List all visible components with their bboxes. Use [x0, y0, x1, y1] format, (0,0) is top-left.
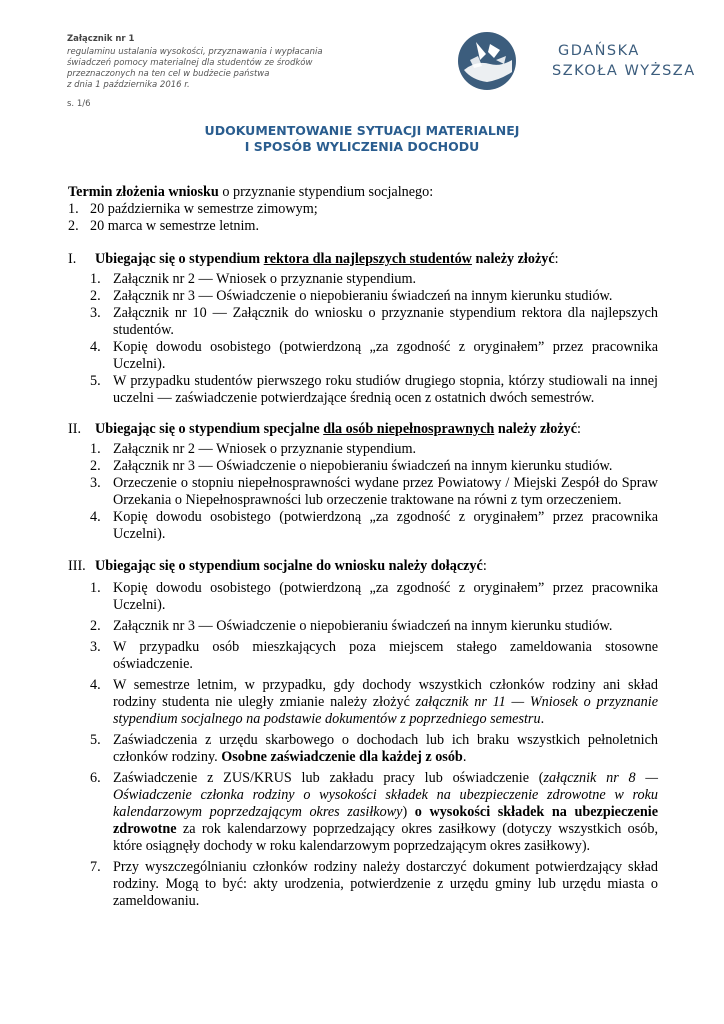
- item-text: W przypadku studentów pierwszego roku studiów drugiego stopnia, którzy studiowali na innej uczelni — zaświadczenie potwierdzające średnią ocen z ostatnich dwóch semestrów.: [113, 373, 658, 406]
- list-item: [68, 271, 658, 288]
- item-text: Orzeczenie o stopniu niepełnosprawności wydane przez Powiatowy / Miejski Zespół do Spraw Orzekania o Niepełnosprawności lub orzeczenie traktowane na równi z tym orzeczeniem.: [113, 475, 658, 508]
- list-item: [68, 305, 658, 339]
- social-document-list: [68, 580, 658, 910]
- list-item: [68, 618, 658, 635]
- regulation-line: świadczeń pomocy materialnej dla studentów ze środków: [67, 58, 313, 68]
- section-head-text: Ubiegając się o stypendium: [95, 251, 264, 267]
- item-number: 3.: [90, 475, 101, 491]
- item-number: 4.: [90, 339, 101, 355]
- item-text: W semestrze letnim, w przypadku, gdy dochody wszystkich członków rodziny ani skład rodziny studenta nie uległy zmianie należy złożyć: [113, 677, 658, 710]
- item-number: 2.: [90, 288, 101, 304]
- item-number: 3.: [90, 639, 101, 655]
- item-number: 4.: [90, 677, 101, 693]
- section-head-text: Ubiegając się o stypendium socjalne do wniosku należy dołączyć: [95, 558, 483, 574]
- section-head-text: należy złożyć: [471, 251, 555, 267]
- item-text-italic: załącznik nr 11 — Wniosek o przyznanie stypendium socjalnego na podstawie dokumentów z poprzedniego semestru: [113, 694, 659, 727]
- deadline-rest: o przyznanie stypendium socjalnego:: [218, 184, 434, 200]
- item-text: Kopię dowodu osobistego (potwierdzoną „za zgodność z oryginałem” przez pracownika Uczelni).: [113, 580, 658, 613]
- item-text: Kopię dowodu osobistego (potwierdzoną „za zgodność z oryginałem” przez pracownika Uczelni).: [113, 509, 658, 542]
- item-text: Przy wyszczególnianiu członków rodziny należy dostarczyć dokument potwierdzający skład rodziny. Mogą to być: akty urodzenia, potwierdzenie z urzędu gminy lub urzędu miasta o zameldowaniu.: [113, 859, 658, 909]
- item-text: Kopię dowodu osobistego (potwierdzoną „za zgodność z oryginałem” przez pracownika Uczelni).: [113, 339, 658, 372]
- item-text-bold: Osobne zaświadczenie dla każdej z osób: [221, 749, 463, 765]
- list-item: [68, 339, 658, 373]
- section-heading-rector: [68, 251, 658, 268]
- page-number: s. 1/6: [67, 99, 91, 109]
- logo-emblem-icon: [456, 30, 518, 92]
- item-text: za rok kalendarzowy poprzedzający okres zasiłkowy (dotyczy wszystkich osób, które osiągnęły dochody w roku kalendarzowym poprzedzającym okres zasiłkowy).: [113, 821, 658, 854]
- section-head-underlined: dla osób niepełnosprawnych: [323, 421, 495, 437]
- item-text: Załącznik nr 10 — Załącznik do wniosku o przyznanie stypendium rektora dla najlepszych studentów.: [113, 305, 658, 338]
- item-number: 7.: [90, 859, 101, 875]
- list-item: [68, 770, 658, 855]
- list-item: [68, 677, 658, 728]
- item-number: 1.: [90, 441, 101, 457]
- item-text: .: [540, 711, 545, 727]
- item-number: 2.: [68, 218, 79, 234]
- item-text: ): [402, 804, 415, 820]
- deadline-item: [68, 201, 658, 218]
- regulation-line: przeznaczonych na ten cel w budżecie państwa: [67, 69, 270, 79]
- section-head-text: Ubiegając się o stypendium specjalne: [95, 421, 324, 437]
- list-item: [68, 475, 658, 509]
- title-line-1: UDOKUMENTOWANIE SYTUACJI MATERIALNEJ: [204, 123, 520, 138]
- section-numeral: III.: [68, 558, 86, 574]
- list-item: [68, 373, 658, 407]
- section-head-underlined: rektora dla najlepszych studentów: [263, 251, 472, 267]
- item-number: 2.: [90, 458, 101, 474]
- item-number: 6.: [90, 770, 101, 786]
- item-number: 5.: [90, 373, 101, 389]
- section-heading-disabled: [68, 421, 658, 438]
- section-numeral: II.: [68, 421, 81, 437]
- section-head-text: należy złożyć: [494, 421, 578, 437]
- item-number: 1.: [90, 271, 101, 287]
- deadline-bold: Termin złożenia wniosku: [68, 184, 219, 200]
- list-item: [68, 458, 658, 475]
- header-block: [67, 34, 367, 110]
- list-item: [68, 441, 658, 458]
- item-text: Zaświadczenie z ZUS/KRUS lub zakładu pracy lub oświadczenie (: [113, 770, 544, 786]
- item-number: 5.: [90, 732, 101, 748]
- logo-line-1: GDAŃSKA: [558, 43, 640, 59]
- deadline-heading: [68, 184, 658, 201]
- list-item: [68, 639, 658, 673]
- item-text: 20 października w semestrze zimowym;: [90, 201, 318, 217]
- item-number: 1.: [68, 201, 79, 217]
- item-text: Załącznik nr 3 — Oświadczenie o niepobieraniu świadczeń na innym kierunku studiów.: [113, 618, 613, 634]
- item-number: 4.: [90, 509, 101, 525]
- item-text: .: [462, 749, 467, 765]
- item-text: Załącznik nr 3 — Oświadczenie o niepobieraniu świadczeń na innym kierunku studiów.: [113, 288, 613, 304]
- document-body: [68, 184, 658, 914]
- item-text: 20 marca w semestrze letnim.: [90, 218, 260, 234]
- regulation-line: z dnia 1 października 2016 r.: [67, 80, 190, 90]
- item-text: Załącznik nr 3 — Oświadczenie o niepobieraniu świadczeń na innym kierunku studiów.: [113, 458, 613, 474]
- list-item: [68, 580, 658, 614]
- document-title: [60, 123, 664, 155]
- section-colon: :: [554, 251, 559, 267]
- school-logo: [456, 30, 696, 92]
- item-text-bold: o wysokości składek na ubezpieczenie zdrowotne: [113, 804, 658, 837]
- item-number: 1.: [90, 580, 101, 596]
- item-text: Załącznik nr 2 — Wniosek o przyznanie stypendium.: [113, 441, 417, 457]
- logo-line-2: SZKOŁA WYŻSZA: [552, 63, 696, 79]
- title-line-2: I SPOSÓB WYLICZENIA DOCHODU: [244, 139, 480, 154]
- item-number: 3.: [90, 305, 101, 321]
- disabled-document-list: [68, 441, 658, 543]
- rector-document-list: [68, 271, 658, 407]
- section-heading-social: [68, 558, 658, 575]
- section-colon: :: [577, 421, 581, 437]
- item-text-italic: załącznik nr 8 — Oświadczenie członka rodziny o wysokości składek na ubezpieczenie zdrowotne w roku kalendarzowym poprzedzającym okres zasiłkowy: [113, 770, 659, 820]
- item-text: Załącznik nr 2 — Wniosek o przyznanie stypendium.: [113, 271, 417, 287]
- list-item: [68, 509, 658, 543]
- deadline-item: [68, 218, 658, 235]
- list-item: [68, 288, 658, 305]
- logo-text: [552, 41, 696, 81]
- list-item: [68, 732, 658, 766]
- item-number: 2.: [90, 618, 101, 634]
- regulation-line: regulaminu ustalania wysokości, przyznawania i wypłacania: [67, 47, 323, 57]
- section-numeral: I.: [68, 251, 77, 267]
- attachment-label: Załącznik nr 1: [67, 34, 135, 44]
- section-colon: :: [482, 558, 487, 574]
- item-text: Zaświadczenia z urzędu skarbowego o dochodach lub ich braku wszystkich pełnoletnich członków rodziny.: [113, 732, 658, 765]
- item-text: W przypadku osób mieszkających poza miejscem stałego zameldowania stosowne oświadczenie.: [113, 639, 658, 672]
- list-item: [68, 859, 658, 910]
